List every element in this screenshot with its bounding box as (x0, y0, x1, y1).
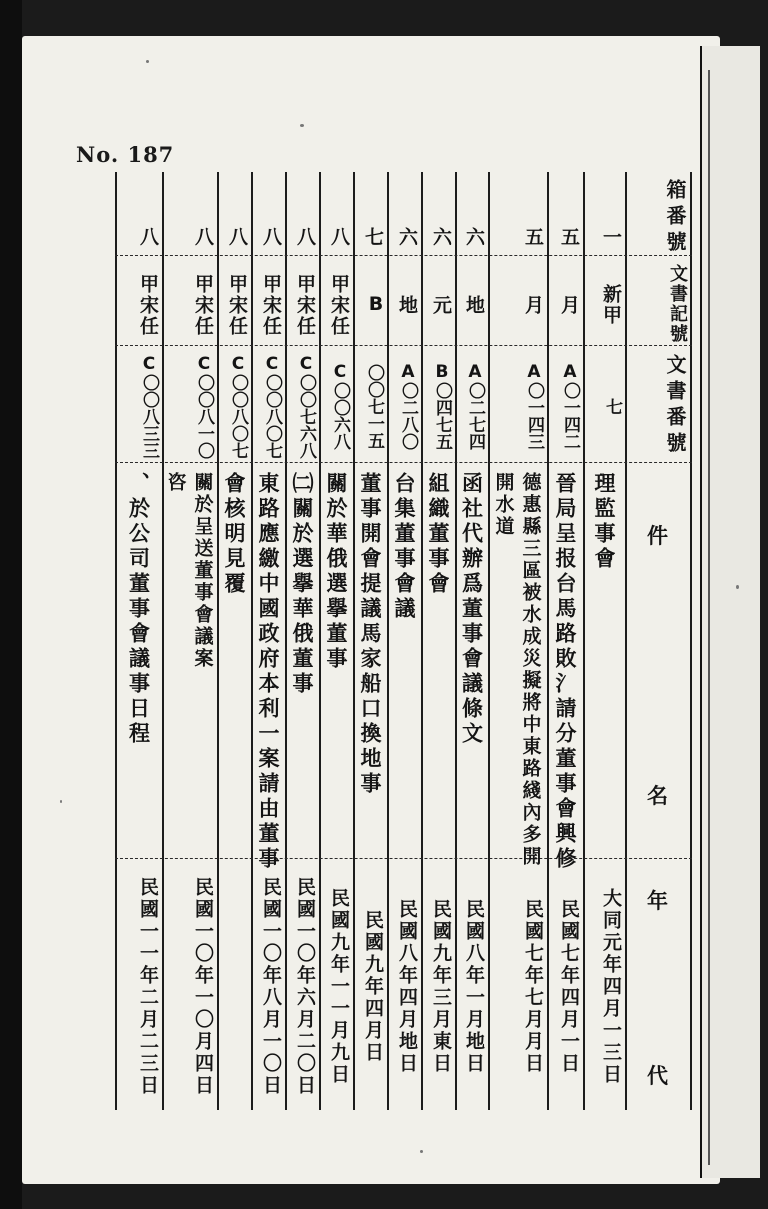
row-box-number: 八 (192, 226, 214, 248)
row-title-text: 德惠縣三區被水成災擬將中東路綫內多開 (519, 472, 542, 868)
row-document-number: C〇〇八〇七 (262, 353, 282, 459)
header-title-part: 件 (647, 524, 668, 548)
row-title-cell (162, 472, 217, 898)
row-date: 民國一〇年八月一〇日 (260, 876, 282, 1097)
row-box-number: 六 (463, 226, 485, 248)
row-box-number: 八 (226, 226, 248, 248)
row-title-text: 咨 (164, 472, 187, 494)
row-date: 大同元年四月一三日 (600, 887, 622, 1086)
row-document-number: 七 (602, 397, 622, 415)
row-title-cell (285, 472, 319, 898)
table-row-rule (115, 345, 692, 346)
row-date: 民國九年三月東日 (430, 898, 452, 1075)
row-document-sign: 甲宋任 (226, 273, 248, 337)
row-date: 民國一〇年六月二〇日 (294, 876, 316, 1097)
header-document-sign: 文書記號 (667, 264, 688, 344)
row-document-sign: 地 (396, 294, 418, 316)
row-date: 民國八年四月地日 (396, 898, 418, 1075)
book-spine (0, 0, 22, 1209)
row-title-cell (455, 472, 488, 898)
row-title-text: 關於華俄選擧董事 (324, 472, 348, 672)
page-edge-line (708, 70, 710, 1165)
row-document-sign: 地 (463, 294, 485, 316)
folio-number: No. 187 (76, 142, 175, 167)
row-date: 民國一一年二月二三日 (137, 876, 159, 1097)
row-title-text: 關於呈送董事會議案 (191, 472, 214, 670)
row-title-text: 開水道 (492, 472, 515, 538)
row-box-number: 八 (260, 226, 282, 248)
row-title-cell (217, 472, 251, 898)
row-title-text: 理監事會 (592, 472, 616, 572)
row-document-sign: 月 (522, 294, 544, 316)
row-box-number: 八 (328, 226, 350, 248)
row-title-text: 、於公司董事會議事日程 (126, 472, 151, 747)
row-document-sign: 甲宋任 (137, 273, 159, 337)
row-document-sign: 甲宋任 (260, 273, 282, 337)
table-row-rule (115, 462, 692, 463)
row-title-text: 台集董事會議 (392, 472, 416, 622)
row-title-cell (387, 472, 421, 898)
row-box-number: 七 (362, 226, 384, 248)
scan-speck (420, 1150, 423, 1153)
row-document-sign: 甲宋任 (294, 273, 316, 337)
row-title-text: 東路應繳中國政府本利一案請由董事 (256, 472, 280, 872)
row-document-sign: 甲宋任 (192, 273, 214, 337)
row-title-text: 組織董事會 (426, 472, 450, 597)
row-document-number: 〇〇七一五 (364, 363, 384, 449)
row-document-sign: 甲宋任 (328, 273, 350, 337)
row-date: 民國七年七月月日 (522, 898, 544, 1075)
row-title-cell (547, 472, 583, 898)
row-document-sign: B (365, 293, 387, 317)
header-title-part: 名 (647, 784, 668, 808)
row-title-cell (319, 472, 353, 898)
row-title-text: 會核明見覆 (222, 472, 246, 597)
row-document-number: C〇〇八三三 (139, 353, 159, 459)
row-title-text: 董事開會提議馬家船口換地事 (358, 472, 382, 797)
row-date: 民國一〇年一〇月四日 (192, 876, 214, 1097)
row-title-cell (251, 472, 285, 898)
header-document-number: 文書番號 (663, 354, 687, 458)
header-date-part: 代 (647, 1064, 668, 1088)
table-column-rule (690, 172, 692, 1110)
row-document-sign: 元 (430, 294, 452, 316)
row-document-number: A〇一四二 (560, 362, 580, 450)
scan-speck (146, 60, 149, 63)
row-box-number: 一 (600, 226, 622, 248)
row-box-number: 五 (558, 226, 580, 248)
row-document-number: C〇〇八〇七 (228, 353, 248, 459)
row-title-text: ㈡關於選擧華俄董事 (290, 472, 314, 697)
row-date: 民國九年四月日 (362, 909, 384, 1064)
row-document-number: B〇四七五 (432, 362, 452, 450)
row-date: 民國八年一月地日 (463, 898, 485, 1075)
scan-speck (60, 800, 62, 803)
row-title-cell (421, 472, 455, 898)
row-document-number: C〇〇八一〇 (194, 353, 214, 459)
row-document-number: C〇〇七六八 (296, 353, 316, 459)
row-box-number: 五 (522, 226, 544, 248)
row-document-sign: 新甲 (600, 284, 622, 326)
header-box-number: 箱番號 (663, 179, 687, 257)
row-box-number: 八 (294, 226, 316, 248)
table-row-rule (115, 255, 692, 256)
row-box-number: 八 (137, 226, 159, 248)
row-title-text: 晉局呈报台馬路敗氵請分董事會興修 (553, 472, 577, 872)
row-title-cell (583, 472, 625, 898)
row-date: 民國七年四月一日 (558, 898, 580, 1075)
row-box-number: 六 (396, 226, 418, 248)
scan-speck (736, 585, 739, 589)
row-date: 民國九年一一月九日 (328, 887, 350, 1086)
row-document-sign: 月 (558, 294, 580, 316)
row-title-cell (115, 472, 162, 898)
row-title-cell (488, 472, 547, 898)
header-date-part: 年 (647, 889, 668, 913)
row-document-number: A〇一四三 (524, 362, 544, 450)
row-document-number: A〇二八〇 (398, 362, 418, 450)
row-title-cell (353, 472, 387, 898)
row-document-number: C〇〇六八 (330, 362, 350, 450)
scan-speck (300, 124, 304, 127)
row-box-number: 六 (430, 226, 452, 248)
row-title-text: 函社代辦爲董事會議條文 (459, 472, 484, 747)
row-document-number: A〇二七四 (465, 362, 485, 450)
